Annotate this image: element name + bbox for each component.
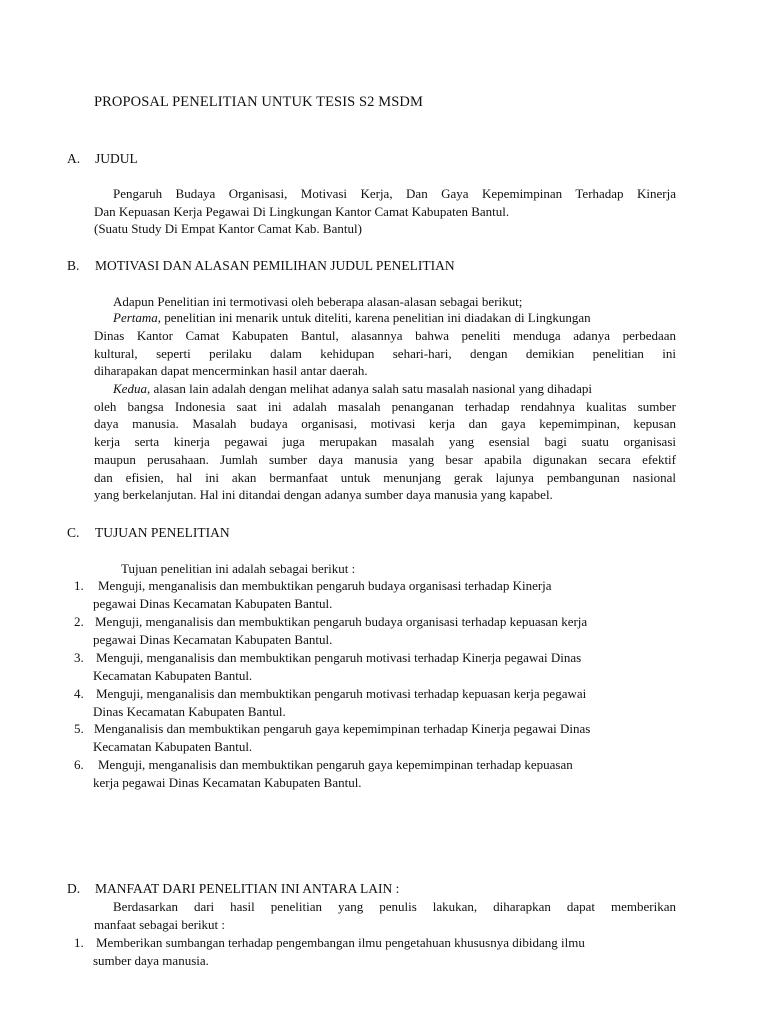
section-b-p2-line: oleh bangsa Indonesia saat ini adalah masalah penanganan terhadap rendahnya kualitas sumber [94,399,676,414]
list-item-text: sumber daya manusia. [93,953,209,968]
section-b-p1-line: kultural, seperti perilaku dalam kehidupan sehari-hari, dengan demikian penelitian ini [94,346,676,361]
section-b-p2-first-line [113,380,676,397]
list-item-text: Dinas Kecamatan Kabupaten Bantul. [93,704,286,719]
section-b-p1-line: Dinas Kantor Camat Kabupaten Bantul, alasannya bahwa peneliti menduga adanya perbedaan [94,328,676,343]
section-a-line: (Suatu Study Di Empat Kantor Camat Kab. Bantul) [94,221,362,236]
document-title: PROPOSAL PENELITIAN UNTUK TESIS S2 MSDM [94,94,423,110]
list-item-number: 2. [74,614,84,629]
section-a-line: Dan Kepuasan Kerja Pegawai Di Lingkungan Kantor Camat Kabupaten Bantul. [94,204,510,219]
section-a-letter: A. [67,151,81,166]
list-item [74,649,677,685]
list-item-text: kerja pegawai Dinas Kecamatan Kabupaten Bantul. [93,775,362,790]
list-item [74,934,677,970]
section-b-p2-line: maupun perusahaan. Jumlah sumber daya manusia yang besar apabila digunakan secara efektif [94,452,676,467]
list-item-number: 6. [74,757,84,772]
list-item-text: Menguji, menganalisis dan membuktikan pengaruh motivasi terhadap Kinerja pegawai Dinas [96,650,582,665]
section-b-p1-line: , penelitian ini menarik untuk diteliti, karena penelitian ini diadakan di Lingkungan [157,310,591,325]
list-item [74,685,677,721]
section-b-p2-line: kerja serta kinerja pegawai juga merupakan masalah yang esensial bagi suatu organisasi [94,434,676,449]
list-item-number: 5. [74,721,84,736]
list-item [74,577,677,613]
section-d-letter: D. [67,881,81,896]
list-item-text: Menganalisis dan membuktikan pengaruh gaya kepemimpinan terhadap Kinerja pegawai Dinas [94,721,591,736]
section-d-intro: manfaat sebagai berikut : [94,917,226,932]
list-item-text: Kecamatan Kabupaten Bantul. [93,739,253,754]
section-b-heading: MOTIVASI DAN ALASAN PEMILIHAN JUDUL PENELITIAN [95,258,455,273]
list-item [74,613,677,649]
list-item-text: pegawai Dinas Kecamatan Kabupaten Bantul. [93,632,333,647]
section-c-intro: Tujuan penelitian ini adalah sebagai berikut : [121,561,356,576]
list-item-text: pegawai Dinas Kecamatan Kabupaten Bantul. [93,596,333,611]
section-c-heading: TUJUAN PENELITIAN [95,525,230,540]
section-b-p2-line: yang berkelanjutan. Hal ini ditandai dengan adanya sumber daya manusia yang kapabel. [94,487,553,502]
section-b-p1-lead: Pertama [113,310,158,325]
section-d-heading: MANFAAT DARI PENELITIAN INI ANTARA LAIN : [95,881,400,896]
list-item-number: 1. [74,935,84,950]
section-a-heading: JUDUL [95,151,138,166]
section-b-p2-lead: Kedua [113,381,147,396]
section-b-letter: B. [67,258,80,273]
section-d-intro: Berdasarkan dari hasil penelitian yang penulis lakukan, diharapkan dapat memberikan [113,899,676,914]
section-a-line: Pengaruh Budaya Organisasi, Motivasi Kerja, Dan Gaya Kepemimpinan Terhadap Kinerja [113,186,676,201]
list-item-text: Menguji, menganalisis dan membuktikan pengaruh budaya organisasi terhadap kepuasan kerja [95,614,588,629]
section-b-p2-line: , alasan lain adalah dengan melihat adanya salah satu masalah nasional yang dihadapi [146,381,593,396]
section-b-p1-first-line [113,309,676,326]
section-c-letter: C. [67,525,80,540]
list-item-text: Kecamatan Kabupaten Bantul. [93,668,253,683]
section-b-intro: Adapun Penelitian ini termotivasi oleh beberapa alasan-alasan sebagai berikut; [113,294,523,309]
list-item-number: 4. [74,686,84,701]
list-item-number: 3. [74,650,84,665]
section-b-p2-line: daya manusia. Masalah budaya organisasi, motivasi kerja dan gaya kepemimpinan, kepusan [94,416,676,431]
list-item [74,720,677,756]
section-b-p1-line: diharapakan dapat mencerminkan hasil antar daerah. [94,363,368,378]
list-item-text: Menguji, menganalisis dan membuktikan pengaruh budaya organisasi terhadap Kinerja [98,578,552,593]
list-item-number: 1. [74,578,84,593]
section-b-p2-line: dan efisien, hal ini akan bermanfaat untuk menunjang gerak lajunya pembangunan nasional [94,470,676,485]
list-item [74,756,677,792]
list-item-text: Menguji, menganalisis dan membuktikan pengaruh motivasi terhadap kepuasan kerja pegawai [96,686,587,701]
list-item-text: Memberikan sumbangan terhadap pengembangan ilmu pengetahuan khususnya dibidang ilmu [96,935,585,950]
list-item-text: Menguji, menganalisis dan membuktikan pengaruh gaya kepemimpinan terhadap kepuasan [98,757,573,772]
